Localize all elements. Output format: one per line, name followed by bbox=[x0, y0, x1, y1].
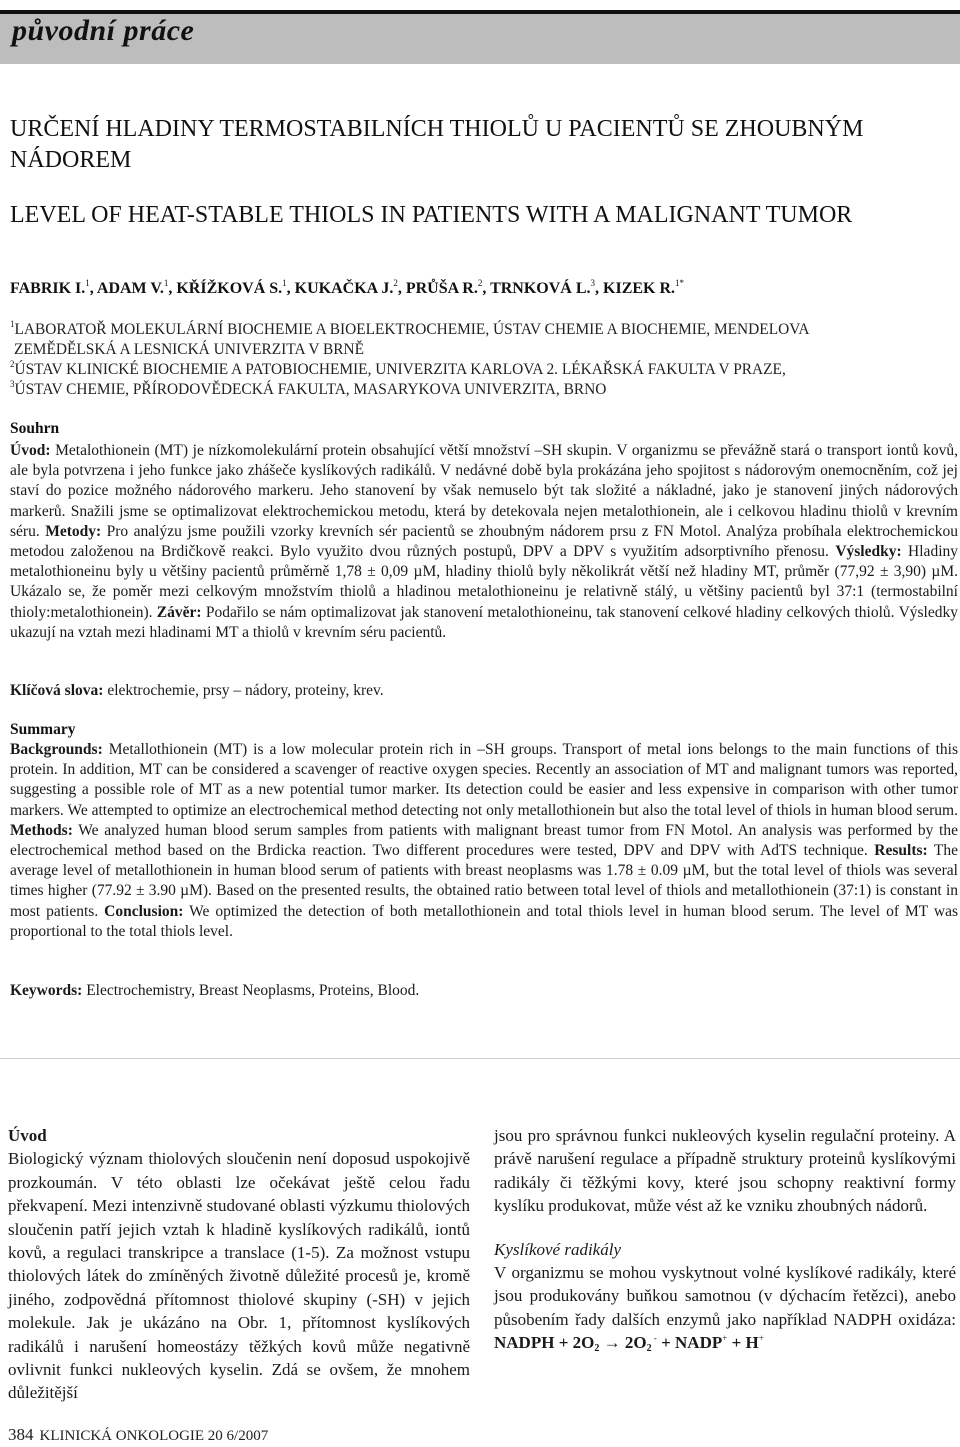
article-title-czech: URČENÍ HLADINY TERMOSTABILNÍCH THIOLŮ U PACIENTŮ SE ZHOUBNÝM NÁDOREM bbox=[10, 116, 864, 173]
article-title-english: LEVEL OF HEAT-STABLE THIOLS IN PATIENTS WITH A MALIGNANT TUMOR bbox=[10, 202, 853, 228]
souhrn-abstract: Úvod: Metalothionein (MT) je nízkomolekulární protein obsahující větší množství –SH skupin. V organizmu se převážně stará o transport iontů kovů, ale byla potvrzena i jeho funkce jako zhášeče kyslíkových radikálů. V nedávné době byla prokázána jeho spojitost s nádorovým onemocněním, což jej staví do pozice možného nádorového markeru. Jeho stanovení by však nemuselo být tak složité a nákladné, jako je stanovení jiných nádorových markerů. Snažili jsme se optimalizovat elektrochemickou metodu, která by detekovala nejen metalothionein, ale i celkovou hladinu thiolů v krevním séru. Metody: Pro analýzu jsme použili vzorky krevních sér pacientů se zhoubným nádorem prsu z FN Motol. Analýza probíhala elektrochemickou metodou založenou na Brdičkově reakci. Bylo využito dvou různých postupů, DPV a DPV s využitím adsorptivního přenosu. Výsledky: Hladiny metalothioneinu byly u většiny pacientů průměrně 1,78 ± 0,09 µM, hladiny thiolů byly několikrát větší než hladiny MT, průměr (77,92 ± 3,90) µM. Ukázalo se, že poměr mezi celkovým množstvím thiolů a hladinou metalothioneinu je relativně stálý, u většiny pacientů byl 37:1 (termostabilní thioly:metalothionein). Závěr: Podařilo se nám optimalizovat jak stanovení metalothioneinu, tak stanovení celkové hladiny celkových thiolů. Výsledky ukazují na vztah mezi hladinami MT a thiolů v krevním séru pacientů. bbox=[10, 442, 959, 641]
section-label: původní práce bbox=[12, 14, 195, 47]
body-column-right bbox=[494, 1124, 956, 1355]
page-number: 384 bbox=[8, 1425, 34, 1444]
radicals-paragraph: V organizmu se mohou vyskytnout volné kyslíkové radikály, které jsou produkovány buňkou samotnou (v dýchacím řetězci), anebo působením řady dalších enzymů jako například NADPH oxidáza: NADPH + $2O_2 \to 2O_2$ - + NADP+ + H+ bbox=[494, 1263, 956, 1355]
keywords: Keywords: Electrochemistry, Breast Neoplasms, Proteins, Blood. bbox=[10, 982, 420, 999]
kyslikove-radikaly-heading: Kyslíkové radikály bbox=[494, 1239, 621, 1259]
author: PRŮŠA R.$^2$ bbox=[405, 278, 483, 297]
intro-continuation: jsou pro správnou funkci nukleových kyselin regulační proteiny. A právě narušení regulace a případně struktury proteinů kyslíkovými radikály či těžkými kovy, které jsou schopny reaktivní formy kyslíku produkovat, může vést až ke vzniku zhoubných nádorů. bbox=[494, 1126, 956, 1216]
author: KIZEK R.$^{1*}$ bbox=[603, 278, 685, 297]
souhrn-heading: Souhrn bbox=[10, 420, 60, 437]
author-list: FABRIK I.$^1$, ADAM V.$^1$, KŘÍŽKOVÁ S.$^1$, KUKAČKA J.$^2$, PRŮŠA R.$^2$, TRNKOVÁ L.$^3$, KIZEK R.$^{1*}$ bbox=[10, 278, 685, 297]
affiliation-1-continued: ZEMĚDĚLSKÁ A LESNICKÁ UNIVERZITA V BRNĚ bbox=[14, 341, 365, 358]
reaction-equation: NADPH + $2O_2 \to 2O_2$ - + NADP+ + H+ bbox=[494, 1333, 764, 1355]
author: ADAM V.$^1$ bbox=[96, 278, 169, 297]
summary-abstract: Backgrounds: Metallothionein (MT) is a low molecular protein rich in –SH groups. Transport of metal ions belongs to the main functions of this protein. In addition, MT can be considered a scavenger of reactive oxygen species. Recently an association of MT and malignant tumors was reported, suggesting a possible role of MT as a new potential tumor marker. Its detection could be easier and less expensive in comparison with other tumor markers. We attempted to optimize an electrochemical method detecting not only metallothionein but also the total level of thiols in human blood serum. Methods: We analyzed human blood serum samples from patients with malignant breast tumor from FN Motol. An analysis was performed by the electrochemical method based on the Brdicka reaction. Two different procedures were tested, DPV and DPV with AdTS technique. Results: The average level of metallothionein in human blood serum of patients with breast neoplasms was 1.78 ± 0.09 µM, but the total level of thiols was several times higher (77.92 ± 3.90 µM). Based on the presented results, the obtained ratio between total level of thiols and metallothionein (37:1) is constant in most patients. Conclusion: We optimized the detection of both metallothionein and total thiols level in human blood serum. The level of MT was proportional to the total thiols level. bbox=[10, 741, 958, 940]
journal-name: KLINICKÁ ONKOLOGIE 20 6/2007 bbox=[39, 1428, 269, 1444]
affiliation-1: $^1$LABORATOŘ MOLEKULÁRNÍ BIOCHEMIE A BIOELEKTROCHEMIE, ÚSTAV CHEMIE A BIOCHEMIE, MENDELOVA bbox=[10, 319, 810, 338]
affiliation-2: $^2$ÚSTAV KLINICKÉ BIOCHEMIE A PATOBIOCHEMIE, UNIVERZITA KARLOVA 2. LÉKAŘSKÁ FAKULTA V PRAZE, bbox=[10, 359, 786, 378]
uvod-paragraph: Biologický význam thiolových sloučenin není doposud uspokojivě prozkoumán. V této oblasti lze očekávat ještě celou řadu překvapení. Mezi intenzivně studované oblasti výzkumu thiolových sloučenin patří jejich vztah k hladině kyslíkových radikálů, iontů kovů, a regulaci transkripce a translace (1-5). Za možnost vstupu thiolových látek do zmíněných životně důležité procesů je, kromě jiného, zodpovědná přítomnost thiolové skupiny (-SH) v jejich molekule. Jak je ukázáno na Obr. 1, přítomnost kyslíkových radikálů i narušení homeostázy těžkých kovů může negativně ovlivnit funkci nukleových kyselin. Zdá se ovšem, že mnohem důležitější bbox=[8, 1149, 470, 1403]
page-footer bbox=[8, 1425, 268, 1445]
author: KUKAČKA J.$^2$ bbox=[294, 278, 398, 297]
affiliation-3: $^3$ÚSTAV CHEMIE, PŘÍRODOVĚDECKÁ FAKULTA, MASARYKOVA UNIVERZITA, BRNO bbox=[10, 379, 607, 398]
author: TRNKOVÁ L.$^3$ bbox=[490, 278, 596, 297]
section-divider bbox=[0, 1058, 960, 1059]
body-column-left bbox=[8, 1124, 470, 1405]
summary-heading: Summary bbox=[10, 721, 76, 738]
author: KŘÍŽKOVÁ S.$^1$ bbox=[176, 278, 287, 297]
uvod-heading: Úvod bbox=[8, 1126, 47, 1145]
klicova-slova: Klíčová slova: elektrochemie, prsy – nádory, proteiny, krev. bbox=[10, 682, 384, 699]
author: FABRIK I.$^1$ bbox=[10, 278, 90, 297]
